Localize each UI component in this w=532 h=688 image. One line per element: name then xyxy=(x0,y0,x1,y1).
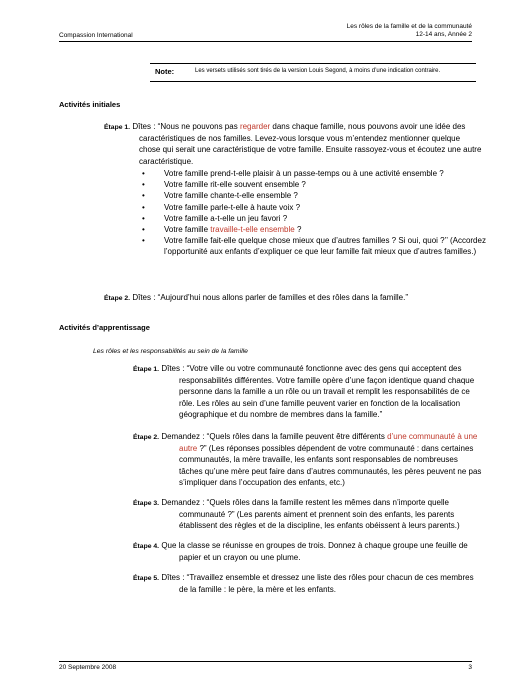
step-label: Étape 4. xyxy=(133,543,160,550)
step-3-learning: Étape 3. Demandez : “Quels rôles dans la famille restent les mêmes dans n’importe quelle communauté ?” (Les parents aiment et prennent soin des enfants, les parents établissent des règles et de la discipline, les enfants obéissent à leurs parents.) xyxy=(133,498,460,531)
step-label: Étape 1. xyxy=(133,366,160,373)
highlight-text: regarder xyxy=(239,122,271,131)
header-org: Compassion International xyxy=(59,32,133,39)
header-title-line1: Les rôles de la famille et de la communauté xyxy=(346,23,472,30)
list-item: • Votre famille prend-t-elle plaisir à un passe-temps ou à une activité ensemble ? xyxy=(139,168,489,179)
step-label: Étape 2. xyxy=(104,295,131,302)
step-label: Étape 1. xyxy=(104,124,131,131)
step-label: Étape 3. xyxy=(133,500,160,507)
section-title-learning: Activités d’apprentissage xyxy=(59,323,150,332)
header-title xyxy=(347,23,472,39)
header-rule xyxy=(59,41,472,42)
note-text: Les versets utilisés sont tirés de la version Louis Segond, à moins d’une indication contraire. xyxy=(195,68,441,74)
note-label: Note: xyxy=(155,67,175,76)
step-1-initial: Étape 1. Dîtes : “Nous ne pouvons pas regarder dans chaque famille, nous pouvons avoir une idée des caractéristiques de nos familles. Levez-vous lorsque vous m’entendez mentionner quelque chose qui serait une caractéristique de votre famille. Ensuite rassoyez-vous et écoutez une autre caractéristique. xyxy=(104,122,482,166)
step-4-learning: Étape 4. Que la classe se réunisse en groupes de trois. Donnez à chaque groupe une feuille de papier et un crayon ou une plume. xyxy=(133,541,468,563)
footer-rule xyxy=(59,661,472,662)
list-item: • Votre famille travaille-t-elle ensemble ? xyxy=(139,224,489,235)
step-2-initial: Étape 2. Dîtes : “Aujourd’hui nous allons parler de familles et des rôles dans la famille.” xyxy=(104,293,408,302)
section-subtitle: Les rôles et les responsabilités au sein de la famille xyxy=(93,348,248,355)
highlight-text: d’une communauté à une autre xyxy=(179,432,478,454)
note-box xyxy=(150,63,476,82)
list-item: • Votre famille a-t-elle un jeu favori ? xyxy=(139,213,489,224)
list-item: • Votre famille fait-elle quelque chose mieux que d’autres familles ? Si oui, quoi ?’’ (Accordez l’opportunité aux enfants d’expliquer ce que leur famille fait mieux que d’autres familles.) xyxy=(139,235,489,257)
list-item: • Votre famille rit-elle souvent ensemble ? xyxy=(139,179,489,190)
page-number: 3 xyxy=(468,664,472,671)
step-label: Étape 5. xyxy=(133,575,160,582)
bullet-list xyxy=(139,168,489,258)
step-2-learning: Étape 2. Demandez : “Quels rôles dans la famille peuvent être différents d’une communauté à une autre ?” (Les réponses possibles dépendent de votre communauté : dans certaines communautés, la mère travaille, les enfants sont responsables de nombreuses tâches qu’une mère peut faire dans d’autres communautés, les pères peuvent ne pas s’impliquer dans l’occupation des enfants, etc.) xyxy=(133,432,482,487)
step-5-learning: Étape 5. Dîtes : “Travaillez ensemble et dressez une liste des rôles pour chacun de ces membres de la famille : le père, la mère et les enfants. xyxy=(133,573,474,595)
step-label: Étape 2. xyxy=(133,434,160,441)
step-1-learning: Étape 1. Dîtes : “Votre ville ou votre communauté fonctionne avec des gens qui acceptent des responsabilités différentes. Votre famille opère d’une façon identique quand chaque personne dans la famille a un rôle ou un travail et remplit les responsabilités de ce rôle. Les rôles au sein d’une famille peuvent varier en fonction de la localisation géographique et du nombre de membres dans la famille.” xyxy=(133,364,475,419)
list-item: • Votre famille chante-t-elle ensemble ? xyxy=(139,190,489,201)
header-title-line2: 12-14 ans, Année 2 xyxy=(415,31,472,38)
highlight-text: travaille-t-elle ensemble xyxy=(210,225,295,235)
footer-date: 20 Septembre 2008 xyxy=(59,664,117,671)
section-title-initial: Activités initiales xyxy=(59,100,121,109)
list-item: • Votre famille parle-t-elle à haute voix ? xyxy=(139,202,489,213)
